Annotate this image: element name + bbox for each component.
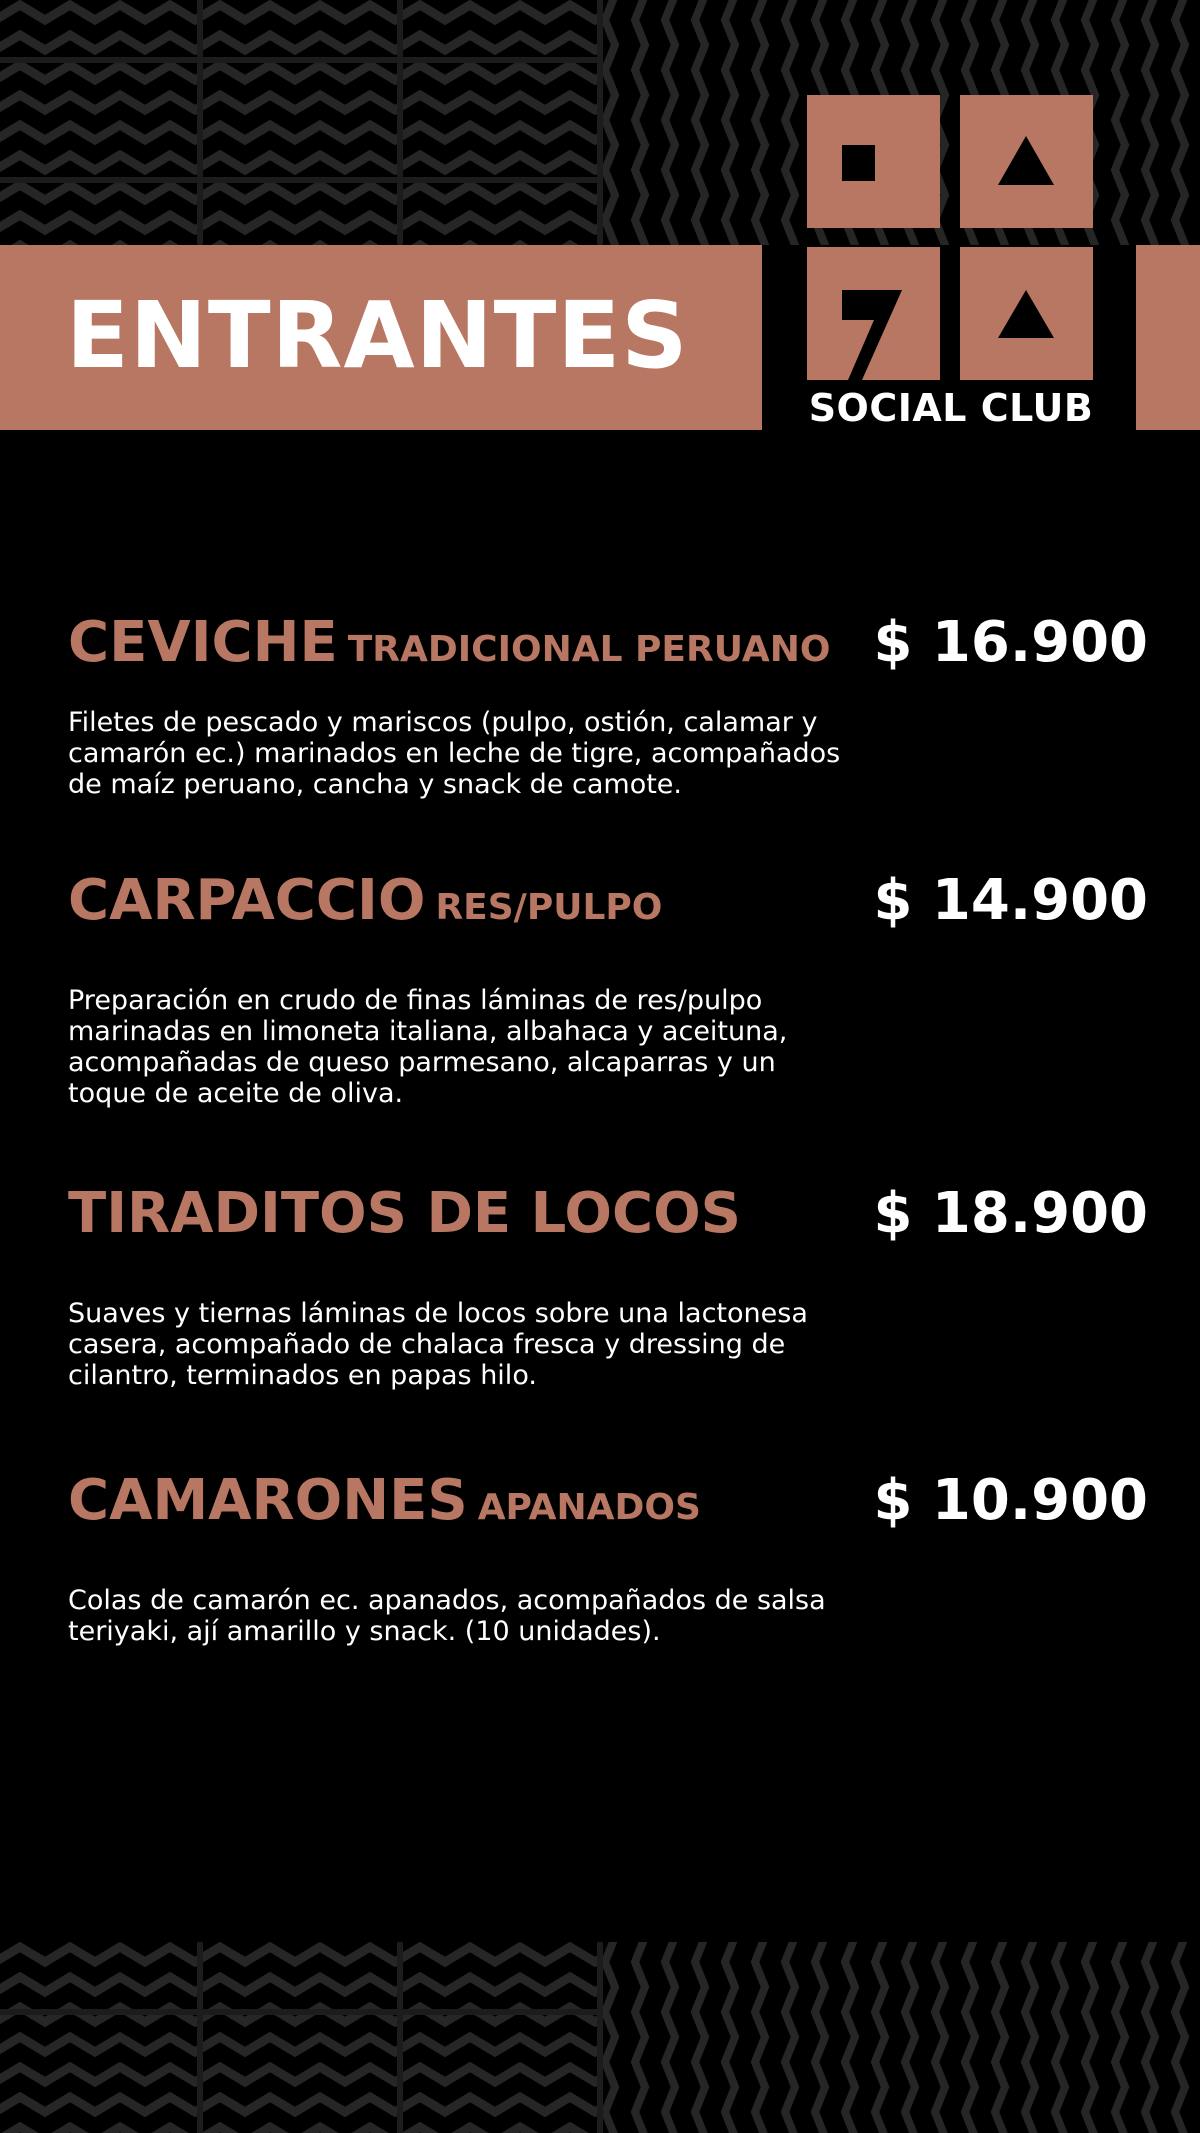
menu-item-header [68, 610, 1148, 695]
menu-item-name [68, 1468, 701, 1533]
menu-item-description: Filetes de pescado y mariscos (pulpo, ostión, calamar y camarón ec.) marinados en leche de tigre, acompañados de maíz peruano, cancha y snack de camote. [68, 707, 841, 800]
menu-item-description: Suaves y tiernas láminas de locos sobre una lactonesa casera, acompañado de chalaca fresca y dressing de cilantro, terminados en papas hilo. [68, 1298, 808, 1391]
menu-item-header [68, 868, 1148, 953]
menu-item-price: $ 10.900 [873, 1468, 1148, 1533]
menu-item-price: $ 14.900 [873, 868, 1148, 933]
brand-logo [800, 90, 1110, 440]
menu-item-price: $ 16.900 [873, 610, 1148, 675]
menu-item-title: TIRADITOS DE LOCOS [68, 1181, 742, 1246]
menu-item-name [68, 610, 831, 675]
menu-item [68, 868, 1148, 1109]
menu-item-description: Preparación en crudo de finas láminas de res/pulpo marinadas en limoneta italiana, albahaca y aceituna, acompañadas de queso parmesano, alcaparras y un toque de aceite de oliva. [68, 985, 788, 1109]
menu-item [68, 1468, 1148, 1647]
menu-item-price: $ 18.900 [873, 1181, 1148, 1246]
menu-item-description: Colas de camarón ec. apanados, acompañados de salsa teriyaki, ají amarillo y snack. (10 unidades). [68, 1585, 826, 1647]
menu-item-title: CEVICHE [68, 610, 338, 675]
accent-tab [1136, 245, 1200, 430]
menu-item-name [68, 1181, 751, 1246]
menu-item-subtitle: RES/PULPO [435, 887, 663, 928]
menu-item-subtitle: TRADICIONAL PERUANO [347, 629, 831, 670]
menu-item-name [68, 868, 663, 933]
menu-item-header [68, 1468, 1148, 1553]
menu-item-header [68, 1181, 1148, 1266]
menu-item [68, 1181, 1148, 1391]
section-title: ENTRANTES [66, 282, 689, 389]
section-title-bar [0, 245, 762, 430]
brand-logo-mark [800, 90, 1110, 390]
zigzag-pattern-bottom-graphic [0, 1942, 1200, 2133]
brand-subtitle: SOCIAL CLUB [808, 386, 1094, 430]
menu-item [68, 610, 1148, 800]
menu-item-title: CARPACCIO [68, 868, 426, 933]
zigzag-pattern-bottom [0, 1942, 1200, 2133]
menu-item-title: CAMARONES [68, 1468, 468, 1533]
menu-item-subtitle: APANADOS [477, 1487, 701, 1528]
